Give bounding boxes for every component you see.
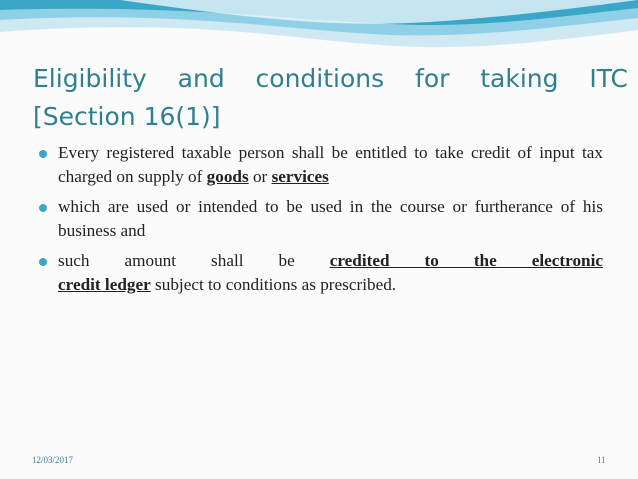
bullet-dot-icon bbox=[39, 150, 47, 158]
bullet-dot-icon bbox=[39, 258, 47, 266]
bullet-item-3 bbox=[36, 249, 603, 297]
bullet-3-text: such amount shall be bbox=[58, 251, 330, 270]
bullet-1-text: Every registered taxable person shall be entitled to take credit of input tax charged on supply of bbox=[58, 143, 603, 186]
bullet-1-services: services bbox=[271, 167, 329, 186]
bullet-item-2 bbox=[36, 195, 603, 243]
bullet-dot-icon bbox=[39, 204, 47, 212]
bullet-1-or: or bbox=[248, 167, 272, 186]
bullet-3-rest: subject to conditions as prescribed. bbox=[150, 275, 397, 294]
bullet-3-credit-ledger: credit ledger bbox=[58, 275, 151, 294]
title-line-1: Eligibility and conditions for taking ITC bbox=[33, 64, 628, 93]
bullet-3-credited: credited to the electronic bbox=[329, 251, 603, 270]
bullet-1-goods: goods bbox=[206, 167, 249, 186]
slide-title bbox=[33, 60, 628, 136]
bullet-2-text: which are used or intended to be used in the course or furtherance of his business and bbox=[58, 197, 603, 240]
page-number: 11 bbox=[597, 455, 606, 465]
title-line-2: [Section 16(1)] bbox=[33, 102, 221, 131]
bullet-item-1 bbox=[36, 141, 603, 189]
bullet-3-line-1 bbox=[58, 249, 603, 273]
footer-date: 12/03/2017 bbox=[32, 455, 74, 465]
bullet-list bbox=[36, 141, 603, 303]
